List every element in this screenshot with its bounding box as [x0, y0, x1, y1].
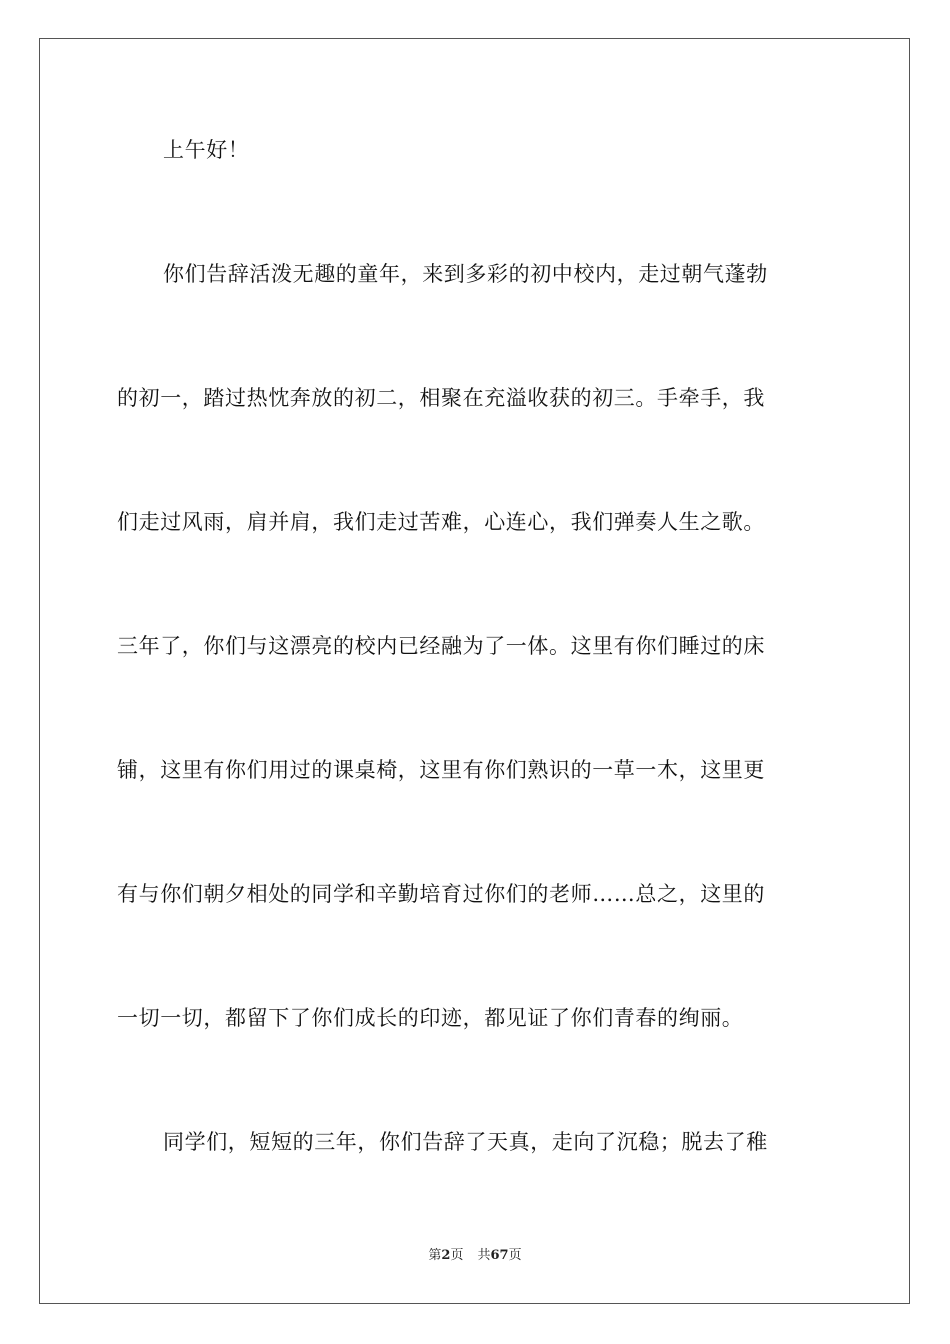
footer-page-prefix: 第: [428, 1248, 442, 1263]
footer-total-prefix: 共: [477, 1248, 491, 1263]
paragraph-line-5: 铺，这里有你们用过的课桌椅，这里有你们熟识的一草一木，这里更: [117, 758, 765, 782]
paragraph-line-1: 你们告辞活泼无趣的童年，来到多彩的初中校内，走过朝气蓬勃: [163, 262, 768, 286]
footer-total-suffix: 页: [508, 1248, 522, 1263]
paragraph-line-7: 一切一切，都留下了你们成长的印迹，都见证了你们青春的绚丽。: [117, 1006, 744, 1030]
paragraph-line-6: 有与你们朝夕相处的同学和辛勤培育过你们的老师……总之，这里的: [117, 882, 765, 906]
footer-page-number: 2: [441, 1248, 451, 1263]
greeting-line: 上午好！: [163, 138, 250, 162]
page-frame: [39, 38, 910, 1304]
paragraph-line-4: 三年了，你们与这漂亮的校内已经融为了一体。这里有你们睡过的床: [117, 634, 765, 658]
page-footer: [0, 1248, 950, 1264]
footer-total-pages: 67: [490, 1248, 509, 1263]
footer-page-suffix: 页: [450, 1248, 464, 1263]
paragraph-line-8: 同学们，短短的三年，你们告辞了天真，走向了沉稳；脱去了稚: [163, 1130, 768, 1154]
paragraph-line-3: 们走过风雨，肩并肩，我们走过苦难，心连心，我们弹奏人生之歌。: [117, 510, 765, 534]
paragraph-line-2: 的初一，踏过热忱奔放的初二，相聚在充溢收获的初三。手牵手，我: [117, 386, 765, 410]
